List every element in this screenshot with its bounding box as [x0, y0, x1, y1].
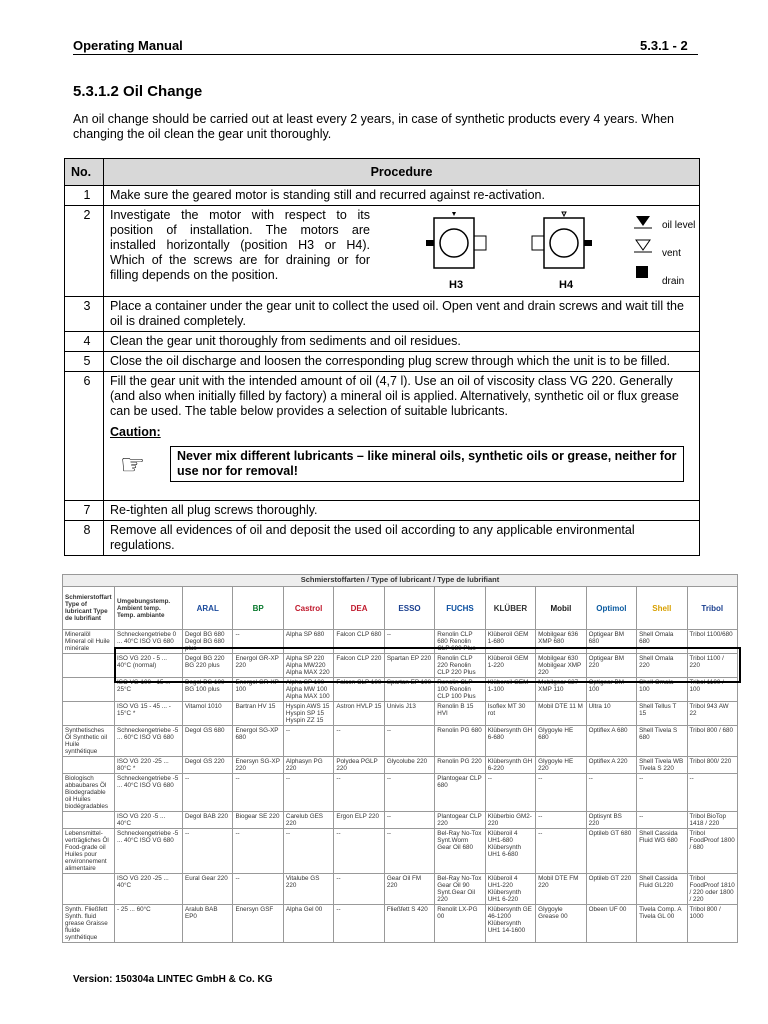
- lubricant-cell: Mobil DTE 11 M: [536, 702, 586, 726]
- lubricant-cell: --: [536, 829, 586, 874]
- lubricant-cell: --: [536, 812, 586, 829]
- brand-name: ARAL: [196, 603, 219, 613]
- vent-label: vent: [662, 248, 681, 259]
- installation-position-diagram: [404, 206, 734, 298]
- lubricant-cell: ISO VG 220 -25 ... 40°C: [115, 874, 183, 905]
- brand-name: Mobil: [550, 603, 572, 613]
- lubricant-cell: Degol BG 220 BG 220 plus: [183, 654, 233, 678]
- brand-logo-esso: [384, 587, 434, 630]
- lubricant-cell: Shell Cassida Fluid WG 680: [637, 829, 687, 874]
- step-text: Fill the gear unit with the intended amount of oil (4,7 l). Use an oil of viscosity class VG 220. Generally (and also when initially filled by factory) a mineral oil is applied. Alternatively, synthetic oil or flux grease can be used. The table below provides a selection of suitable lubricants.: [110, 374, 679, 418]
- lubricant-cell: --: [233, 874, 283, 905]
- lubricant-cell: Optiflex A 680: [586, 726, 636, 757]
- lubricant-cell: Energol GR-XP 100: [233, 678, 283, 702]
- lubricant-row: [63, 829, 738, 874]
- lubricant-cell: ISO VG 220 - 5 ... 40°C (normal): [115, 654, 183, 678]
- lubricant-cell: Tribol 1100 / 220: [687, 654, 737, 678]
- lubricant-cell: Isoflex MT 30 rot: [485, 702, 535, 726]
- drain-label: drain: [662, 276, 685, 287]
- brand-logo-mobil: [536, 587, 586, 630]
- lubricant-cell: Degol GS 220: [183, 757, 233, 774]
- lubricant-cell: Tivela Comp. A Tivela GL 00: [637, 905, 687, 943]
- lubricant-cell: Klüberoil 4 UH1-220 Klübersynth UH1 6-220: [485, 874, 535, 905]
- lubricant-cell: Vitamol 1010: [183, 702, 233, 726]
- step-text: Place a container under the gear unit to collect the used oil. Open vent and drain screws and wait till the oil is drained completely.: [104, 297, 700, 332]
- footer-version: Version: 150304a LINTEC GmbH & Co. KG: [73, 974, 273, 985]
- lubricant-cell: Tribol 1100 / 100: [687, 678, 737, 702]
- lubricant-cell: Degol BG 680 Degol BG 680 plus: [183, 630, 233, 654]
- lubricant-cell: Degol BAB 220: [183, 812, 233, 829]
- step-text: Close the oil discharge and loosen the corresponding plug screw through which the unit is to be filled.: [104, 352, 700, 372]
- lubricant-row: [63, 726, 738, 757]
- ambient-temp-header: Umgebungstemp. Ambient temp. Temp. ambiante: [115, 587, 183, 630]
- step-number: 2: [65, 206, 104, 297]
- lubricant-cell: - 25 ... 60°C: [115, 905, 183, 943]
- recommended-row-highlight: [114, 647, 741, 683]
- lubricant-cell: --: [637, 774, 687, 812]
- step-row: [65, 297, 700, 332]
- lubricant-cell: Optileb GT 680: [586, 829, 636, 874]
- brand-name: ESSO: [398, 603, 421, 613]
- step-number: 7: [65, 501, 104, 521]
- lubricant-row: [63, 812, 738, 829]
- lubricant-cell: Schneckengetriebe -5 ... 40°C ISO VG 680: [115, 774, 183, 812]
- lubricant-cell: Optisynt BS 220: [586, 812, 636, 829]
- lubricant-cell: Spartan EP 100: [384, 678, 434, 702]
- lubricant-cell: Ultra 10: [586, 702, 636, 726]
- lubricant-cell: --: [334, 874, 384, 905]
- lubricant-cell: --: [384, 630, 434, 654]
- brand-logo-castrol: [283, 587, 333, 630]
- lubricant-cell: Klübersynth GH 6-220: [485, 757, 535, 774]
- caution-row: [120, 446, 693, 482]
- step-row: [65, 521, 700, 556]
- step-row: [65, 352, 700, 372]
- lubricant-cell: ISO VG 220 -5 ... 40°C: [115, 812, 183, 829]
- h3-motor-diagram: [426, 212, 486, 268]
- lubricant-cell: Biologisch abbaubares Öl Biodegradable oil Huiles biodégradables: [63, 774, 115, 812]
- lubricant-cell: [63, 678, 115, 702]
- h4-motor-diagram: [532, 212, 592, 268]
- lubricant-cell: Shell Cassida Fluid GL220: [637, 874, 687, 905]
- lubricant-table-title: Schmierstoffarten / Type of lubricant / Type de lubrifiant: [63, 575, 738, 587]
- lubricant-cell: Degol BG 100 BG 100 plus: [183, 678, 233, 702]
- lubricant-cell: Bartran HV 15: [233, 702, 283, 726]
- brand-name: Castrol: [294, 603, 323, 613]
- lubricant-cell: Spartan EP 220: [384, 654, 434, 678]
- lubricant-cell: --: [283, 726, 333, 757]
- lubricant-cell: ISO VG 220 -25 ... 80°C *: [115, 757, 183, 774]
- lubricant-table: [62, 574, 738, 943]
- brand-name: Tribol: [701, 603, 724, 613]
- lubricant-cell: [63, 702, 115, 726]
- lubricant-cell: --: [384, 774, 434, 812]
- lubricant-cell: Eural Gear 220: [183, 874, 233, 905]
- lubricant-cell: Optigear BM 680: [586, 630, 636, 654]
- lubricant-cell: Falcon CLP 680: [334, 630, 384, 654]
- step-number: 1: [65, 186, 104, 206]
- lubricant-row: [63, 757, 738, 774]
- step-text: Investigate the motor with respect to its position of installation. The motors are installed horizontally (position H3 or H4). Which of the screws are for draining or for filling depends on the position.: [110, 208, 370, 282]
- lubricant-cell: Ergon ELP 220: [334, 812, 384, 829]
- lubricant-cell: Degol GS 680: [183, 726, 233, 757]
- vent-icon: [636, 240, 650, 250]
- lubricant-cell: Klübersynth GE 46-1200 Klübersynth UH1 14-1600: [485, 905, 535, 943]
- lubricant-cell: --: [233, 630, 283, 654]
- step-number: 3: [65, 297, 104, 332]
- lubricant-cell: Tribol 943 AW 22: [687, 702, 737, 726]
- lubricant-cell: [63, 654, 115, 678]
- lubricant-cell: --: [334, 726, 384, 757]
- lubricant-row: [63, 905, 738, 943]
- lubricant-cell: Schneckengetriebe 0 ... 40°C ISO VG 680: [115, 630, 183, 654]
- lubricant-cell: Mobilgear 630 Mobilgear XMP 220: [536, 654, 586, 678]
- oil-level-label: oil level: [662, 220, 696, 231]
- lubricant-row: [63, 874, 738, 905]
- brand-logo-aral: [183, 587, 233, 630]
- lubricant-cell: Schneckengetriebe -5 ... 40°C ISO VG 680: [115, 829, 183, 874]
- lubricant-type-header: Schmierstoffart Type of lubricant Type de lubrifiant: [63, 587, 115, 630]
- lubricant-cell: Biogear SE 220: [233, 812, 283, 829]
- lubricant-cell: --: [334, 905, 384, 943]
- brand-name: Optimol: [596, 603, 627, 613]
- brand-logo-dea: [334, 587, 384, 630]
- lubricant-cell: Univis J13: [384, 702, 434, 726]
- lubricant-cell: Glycolube 220: [384, 757, 434, 774]
- step-row: [65, 206, 700, 297]
- lubricant-cell: Tribol 800/ 220: [687, 757, 737, 774]
- lubricant-cell: Polydea PGLP 220: [334, 757, 384, 774]
- lubricant-cell: Mobilgear 627 XMP 110: [536, 678, 586, 702]
- lubricant-cell: Aralub BAB EP0: [183, 905, 233, 943]
- lubricant-cell: Vitalube GS 220: [283, 874, 333, 905]
- lubricant-cell: Glygoyle Grease 00: [536, 905, 586, 943]
- lubricant-cell: --: [283, 774, 333, 812]
- lubricant-cell: Energol GR-XP 220: [233, 654, 283, 678]
- step-number: 5: [65, 352, 104, 372]
- lubricant-cell: --: [233, 829, 283, 874]
- brand-name: Shell: [652, 603, 672, 613]
- lubricant-cell: Optigear BM 220: [586, 654, 636, 678]
- lubricant-cell: Fließfett S 420: [384, 905, 434, 943]
- lubricant-cell: Energol SG-XP 680: [233, 726, 283, 757]
- lubricant-cell: Shell Tivela WB Tivela S 220: [637, 757, 687, 774]
- lubricant-cell: Astron HVLP 15: [334, 702, 384, 726]
- lubricant-cell: --: [334, 774, 384, 812]
- drain-icon: [636, 266, 648, 278]
- lubricant-cell: --: [233, 774, 283, 812]
- pointing-hand-icon: ☞: [120, 448, 146, 480]
- lubricant-cell: Falcon CLP 100: [334, 678, 384, 702]
- brand-logo-fuchs: [435, 587, 485, 630]
- lubricant-cell: --: [384, 812, 434, 829]
- step-text: Make sure the geared motor is standing still and recurred against re-activation.: [104, 186, 700, 206]
- lubricant-cell: Klüberbio GM2-220: [485, 812, 535, 829]
- step-row: [65, 332, 700, 352]
- lubricant-cell: Enersyn GSF: [233, 905, 283, 943]
- lubricant-cell: Klübersynth GH 6-680: [485, 726, 535, 757]
- step-row: [65, 372, 700, 501]
- lubricant-cell: Hyspin AWS 15 Hyspin SP 15 Hyspin ZZ 15: [283, 702, 333, 726]
- lubricant-cell: --: [536, 774, 586, 812]
- lubricant-row: [63, 702, 738, 726]
- lubricant-cell: Tribol 800 / 680: [687, 726, 737, 757]
- lubricant-cell: Optigear BM 100: [586, 678, 636, 702]
- header-rule: [73, 54, 698, 55]
- col-procedure-header: Procedure: [104, 159, 700, 186]
- step-text: Re-tighten all plug screws thoroughly.: [104, 501, 700, 521]
- lubricant-cell: Klüberoil GEM 1-680: [485, 630, 535, 654]
- lubricant-cell: Klüberoil GEM 1-100: [485, 678, 535, 702]
- lubricant-cell: Shell Omala 220: [637, 654, 687, 678]
- lubricant-cell: ISO VG 15 - 45 ... - 15°C *: [115, 702, 183, 726]
- lubricant-cell: --: [485, 774, 535, 812]
- brand-name: BP: [252, 603, 264, 613]
- lubricant-cell: --: [586, 774, 636, 812]
- lubricant-cell: Bel-Ray No-Tox Synt.Worm Gear Oil 680: [435, 829, 485, 874]
- lubricant-cell: --: [384, 829, 434, 874]
- lubricant-cell: Renolin PG 220: [435, 757, 485, 774]
- brand-logo-klber: [485, 587, 535, 630]
- lubricant-cell: Renolin CLP 220 Renolin CLP 220 Plus: [435, 654, 485, 678]
- lubricant-cell: Obeen UF 00: [586, 905, 636, 943]
- brand-logo-bp: [233, 587, 283, 630]
- lubricant-cell: Renolin CLP 680 Renolin CLP 680 Plus: [435, 630, 485, 654]
- step-number: 6: [65, 372, 104, 501]
- lubricant-cell: Bel-Ray No-Tox Gear Oil 90 Synt.Gear Oil 220: [435, 874, 485, 905]
- lubricant-cell: Optiflex A 220: [586, 757, 636, 774]
- lubricant-cell: Tribol 1100/680: [687, 630, 737, 654]
- lubricant-cell: Tribol 800 / 1000: [687, 905, 737, 943]
- lubricant-cell: Mobilgear 636 XMP 680: [536, 630, 586, 654]
- lubricant-cell: Synthetisches Öl Synthetic oil Huile synthétique: [63, 726, 115, 757]
- lubricant-cell: Mobil DTE FM 220: [536, 874, 586, 905]
- lubricant-cell: Renolin CLP 100 Renolin CLP 100 Plus: [435, 678, 485, 702]
- brand-name: KLÜBER: [493, 603, 528, 613]
- lubricant-cell: --: [384, 726, 434, 757]
- lubricant-cell: --: [183, 829, 233, 874]
- caution-label: Caution:: [110, 425, 161, 439]
- step-number: 4: [65, 332, 104, 352]
- lubricant-cell: Alpha SP 680: [283, 630, 333, 654]
- h3-label: H3: [449, 279, 464, 291]
- step-row: [65, 501, 700, 521]
- lubricant-cell: ISO VG 100 - 15 ... 25°C: [115, 678, 183, 702]
- section-title: 5.3.1.2 Oil Change: [73, 83, 203, 100]
- step-text: Clean the gear unit thoroughly from sediments and oil residues.: [104, 332, 700, 352]
- lubricant-cell: [63, 812, 115, 829]
- intro-paragraph: An oil change should be carried out at least every 2 years, in case of synthetic products every 4 years. When changing the oil clean the gear unit thoroughly.: [73, 112, 675, 141]
- brand-logo-optimol: [586, 587, 636, 630]
- manual-title: Operating Manual: [73, 38, 183, 53]
- lubricant-cell: Mineralöl Mineral oil Huile minérale: [63, 630, 115, 654]
- lubricant-cell: Glygoyle HE 220: [536, 757, 586, 774]
- step-row: [65, 186, 700, 206]
- step-number: 8: [65, 521, 104, 556]
- lubricant-cell: Shell Tivela S 680: [637, 726, 687, 757]
- lubricant-cell: Renolit LX-PG 00: [435, 905, 485, 943]
- lubricant-cell: Renolin PG 680: [435, 726, 485, 757]
- lubricant-cell: Tribol FoodProof 1810 / 220 oder 1800 / 220: [687, 874, 737, 905]
- brand-logo-tribol: [687, 587, 737, 630]
- brand-name: FUCHS: [446, 603, 474, 613]
- lubricant-cell: Lebensmittel-verträgliches Öl Food-grade oil Huiles pour environnement alimentaire: [63, 829, 115, 874]
- lubricant-cell: Tribol FoodProof 1800 / 680: [687, 829, 737, 874]
- lubricant-cell: Renolin B 15 HVI: [435, 702, 485, 726]
- step-text: Remove all evidences of oil and deposit the used oil according to any applicable environmental regulations.: [104, 521, 700, 556]
- oil-level-icon: [636, 216, 650, 226]
- lubricant-cell: Alpha SP 100 Alpha MW 100 Alpha MAX 100: [283, 678, 333, 702]
- lubricant-cell: --: [183, 774, 233, 812]
- page-number: 5.3.1 - 2: [640, 38, 688, 53]
- lubricant-cell: Enersyn SG-XP 220: [233, 757, 283, 774]
- lubricant-cell: Plantogear CLP 680: [435, 774, 485, 812]
- lubricant-row: [63, 774, 738, 812]
- lubricant-cell: Alpha SP 220 Alpha MW220 Alpha MAX 220: [283, 654, 333, 678]
- lubricant-cell: --: [637, 812, 687, 829]
- lubricant-cell: [63, 874, 115, 905]
- brand-name: DEA: [350, 603, 368, 613]
- lubricant-cell: Carelub GES 220: [283, 812, 333, 829]
- lubricant-cell: Klüberoil GEM 1-220: [485, 654, 535, 678]
- lubricant-cell: Gear Oil FM 220: [384, 874, 434, 905]
- lubricant-cell: Alpha Gel 00: [283, 905, 333, 943]
- lubricant-cell: --: [283, 829, 333, 874]
- h4-label: H4: [559, 279, 574, 291]
- caution-box: Never mix different lubricants – like mineral oils, synthetic oils or grease, neither for use nor for removal!: [170, 446, 684, 482]
- lubricant-cell: Glygoyle HE 680: [536, 726, 586, 757]
- brand-logo-shell: [637, 587, 687, 630]
- lubricant-cell: Schneckengetriebe -5 ... 60°C ISO VG 680: [115, 726, 183, 757]
- lubricant-cell: Shell Omala 680: [637, 630, 687, 654]
- lubricant-cell: Tribol BioTop 1418 / 220: [687, 812, 737, 829]
- lubricant-cell: --: [334, 829, 384, 874]
- lubricant-cell: Klüberoil 4 UH1-680 Klübersynth UH1 6-680: [485, 829, 535, 874]
- lubricant-cell: Plantogear CLP 220: [435, 812, 485, 829]
- lubricant-cell: Synth. Fließfett Synth. fluid grease Graisse fluide synthétique: [63, 905, 115, 943]
- lubricant-cell: Optileb GT 220: [586, 874, 636, 905]
- lubricant-cell: Shell Tellus T 15: [637, 702, 687, 726]
- lubricant-cell: --: [687, 774, 737, 812]
- procedure-table: [64, 158, 700, 556]
- lubricant-cell: Falcon CLP 220: [334, 654, 384, 678]
- lubricant-cell: Shell Omala 100: [637, 678, 687, 702]
- lubricant-cell: Alphasyn PG 220: [283, 757, 333, 774]
- col-no-header: No.: [65, 159, 104, 186]
- lubricant-cell: [63, 757, 115, 774]
